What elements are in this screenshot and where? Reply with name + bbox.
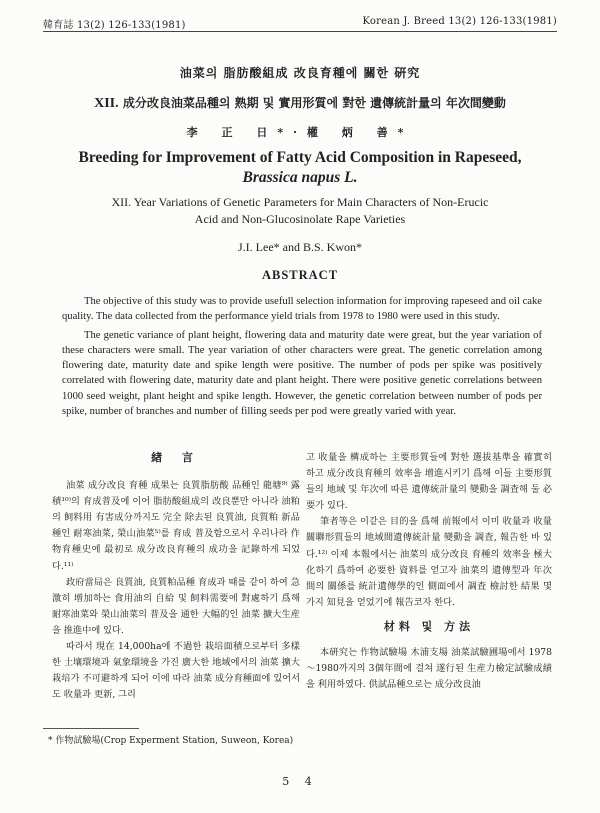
- english-subtitle-line-1: XII. Year Variations of Genetic Parameters for Main Characters of Non-Erucic: [111, 195, 489, 209]
- english-subtitle-line-2: Acid and Non-Glucosinolate Rape Varieties: [194, 212, 406, 226]
- korean-main-title: 油菜의 脂肪酸組成 改良育種에 關한 硏究: [179, 66, 421, 80]
- footnote-divider: [43, 728, 139, 729]
- intro-paragraph-1: 油菜 成分改良 育種 成果는 良質脂肪酸 品種인 龍塘⁹⁾ 露積¹⁰⁾의 育成普及에 이어 脂肪酸組成의 改良뿐만 아니라 油粕의 飼料用 有害成分까지도 完全 除去된 良質油, 良質粕 新品種인 耐寒油菜, 榮山油菜⁵⁾를 育成 普及함으로서 우리나라 作物育種史에 最初로 成分改良育種의 成功을 記錄하게 되었다.¹¹⁾: [52, 480, 300, 572]
- intro-heading: 緖 言: [151, 451, 201, 464]
- english-subtitle: [0, 194, 600, 228]
- english-authors: J.I. Lee* and B.S. Kwon*: [238, 240, 362, 254]
- intro-paragraph-3: 따라서 現在 14,000ha에 不過한 栽培面積으로부터 多樣한 土壤環境과 氣象環境을 가진 廣大한 地域에서의 油菜 擴大栽培가 不可避하게 되어 이에 따라 油菜 成分育種面에 있어서도 收量과 更新, 그리: [52, 641, 300, 701]
- journal-header-right: Korean J. Breed 13(2) 126-133(1981): [362, 16, 557, 27]
- korean-authors: 李 正 日*·權 炳 善*: [186, 126, 414, 139]
- footnote: * 作物試驗場(Crop Experment Station, Suweon, Korea): [48, 736, 294, 746]
- english-title-main: Breeding for Improvement of Fatty Acid Composition in Rapeseed,: [78, 149, 522, 166]
- intro-paragraph-2: 政府當局은 良質油, 良質粕品種 育成과 때를 같이 하여 急激히 增加하는 食用油의 自給 및 飼料需要에 對處하기 爲해 耐寒油菜와 榮山油菜의 普及을 通한 大幅的인 油菜 擴大生産을 推進中에 있다.: [52, 576, 300, 636]
- korean-subtitle: [0, 94, 600, 112]
- header-divider: [43, 31, 557, 32]
- intro-paragraph-5: 筆者等은 이같은 目的을 爲해 前報에서 이미 收量과 收量 關聯形質들의 地域間遺傳統計量 變動을 調査, 報告한 바 있다.¹²⁾ 이제 本報에서는 油菜의 成分改良 育種의 效率을 極大化하기 爲하여 必要한 資料를 얻고자 油菜의 遺傳型과 年次間의 關係를 統計遺傳學的인 側面에서 調査 檢討한 結果 몇가지 知見을 얻었기에 報告코자 한다.: [306, 516, 552, 608]
- journal-header-left: 韓育誌 13(2) 126-133(1981): [43, 20, 186, 31]
- abstract-paragraph-2: The genetic variance of plant height, flowering data and maturity date were great, but the year variation of these characters were small. The year variation of other characters were great. The genetic correlation among flowering date, maturity date and spike length were positive. The number of pods per spike was positively correlated with flowering date, maturity date and plant height. There were positive genetic correlations between 1000 seed weight, plant height and spike length. However, the genetic correlation between number of pods per spike, number of branches and number of filling seeds per pod were greatly varied with year.: [62, 329, 542, 418]
- english-title: [0, 148, 600, 188]
- korean-subtitle-number: XII.: [94, 96, 119, 111]
- abstract-heading: ABSTRACT: [261, 268, 339, 282]
- methods-heading: 材料 및 方法: [383, 619, 475, 633]
- korean-subtitle-text: 成分改良油菜品種의 熟期 및 實用形質에 對한 遺傳統計量의 年次間變動: [122, 96, 506, 110]
- english-title-species: Brassica napus L.: [242, 169, 358, 186]
- abstract-paragraph-1: The objective of this study was to provide usefull selection information for improving rapeseed and oil cake quality. The data collected from the performance yield trials from 1978 to 1980 were used in this study.: [62, 296, 542, 323]
- page-number: 5 4: [282, 775, 318, 788]
- left-column: [52, 450, 300, 703]
- methods-paragraph-1: 本硏究는 作物試驗場 木浦支場 油菜試驗圃場에서 1978～1980까지의 3個年間에 걸쳐 遂行된 生産力檢定試驗成績을 利用하였다. 供試品種으로는 成分改良油: [306, 647, 552, 691]
- abstract-body: [62, 294, 542, 422]
- right-column: [306, 450, 552, 693]
- intro-paragraph-4: 고 收量을 構成하는 主要形質들에 對한 選拔基準을 確實히 하고 成分改良育種의 效率을 增進시키기 爲해 이들 主要形質들의 地域 및 年次에 따른 遺傳統計量의 變動을 調査해 둘 必要가 있다.: [306, 452, 552, 512]
